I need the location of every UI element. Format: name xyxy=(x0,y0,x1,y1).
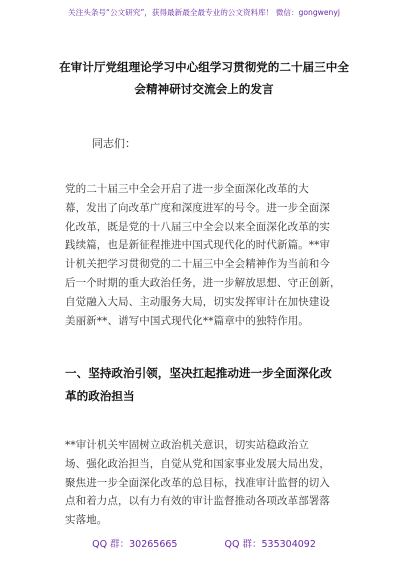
paragraph-line: 计机关把学习贯彻党的二十届三中全会精神作为当前和今 xyxy=(65,258,330,271)
section-heading-line-1: 一、坚持政治引领，坚决扛起推动进一步全面深化改 xyxy=(65,366,332,380)
title-line-2: 会精神研讨交流会上的发言 xyxy=(134,82,274,96)
paragraph-line: 点和着力点，以有力有效的审计监督推动各项改革部署落 xyxy=(65,495,330,508)
top-banner: 关注头条号“公文研究”，获得最新最全最专业的公文资料库！ 微信：gongwenyj xyxy=(68,8,340,17)
paragraph-line: 美丽新**、谱写中国式现代化**篇章中的独特作用。 xyxy=(65,314,309,327)
paragraph-line: 党的二十届三中全会开启了进一步全面深化改革的大 xyxy=(65,183,309,195)
paragraph-line: 化改革，既是党的十八届三中全会以来全面深化改革的实 xyxy=(65,220,330,233)
paragraph-line: 实落地。 xyxy=(65,514,108,527)
qq-group-1: QQ 群：30265665 xyxy=(92,539,178,550)
document-title xyxy=(46,56,362,100)
paragraph-intro xyxy=(65,180,345,330)
footer-contact xyxy=(0,539,408,551)
qq-group-2: QQ 群：535304092 xyxy=(224,539,316,550)
paragraph-line: 聚焦进一步全面深化改革的总目标，找准审计监督的切入 xyxy=(65,476,330,489)
section-heading-line-2: 革的政治担当 xyxy=(65,389,135,403)
paragraph-line: 后一个时期的重大政治任务，进一步解放思想、守正创新， xyxy=(65,276,341,289)
paragraph-line: 践续篇，也是新征程推进中国式现代化的时代新篇。**审 xyxy=(65,239,331,252)
paragraph-line: 幕，发出了向改革广度和深度进军的号令。进一步全面深 xyxy=(65,201,330,214)
paragraph-line: **审计机关牢固树立政治机关意识，切实站稳政治立 xyxy=(65,439,309,451)
salutation: 同志们： xyxy=(92,137,136,150)
title-line-1: 在审计厅党组理论学习中心组学习贯彻党的二十届三中全 xyxy=(59,60,349,74)
paragraph-section-1 xyxy=(65,436,345,530)
paragraph-line: 自觉融入大局、主动服务大局，切实发挥审计在加快建设 xyxy=(65,295,330,308)
paragraph-line: 场、强化政治担当，自觉从党和国家事业发展大局出发， xyxy=(65,457,330,470)
section-heading-1 xyxy=(65,362,351,408)
